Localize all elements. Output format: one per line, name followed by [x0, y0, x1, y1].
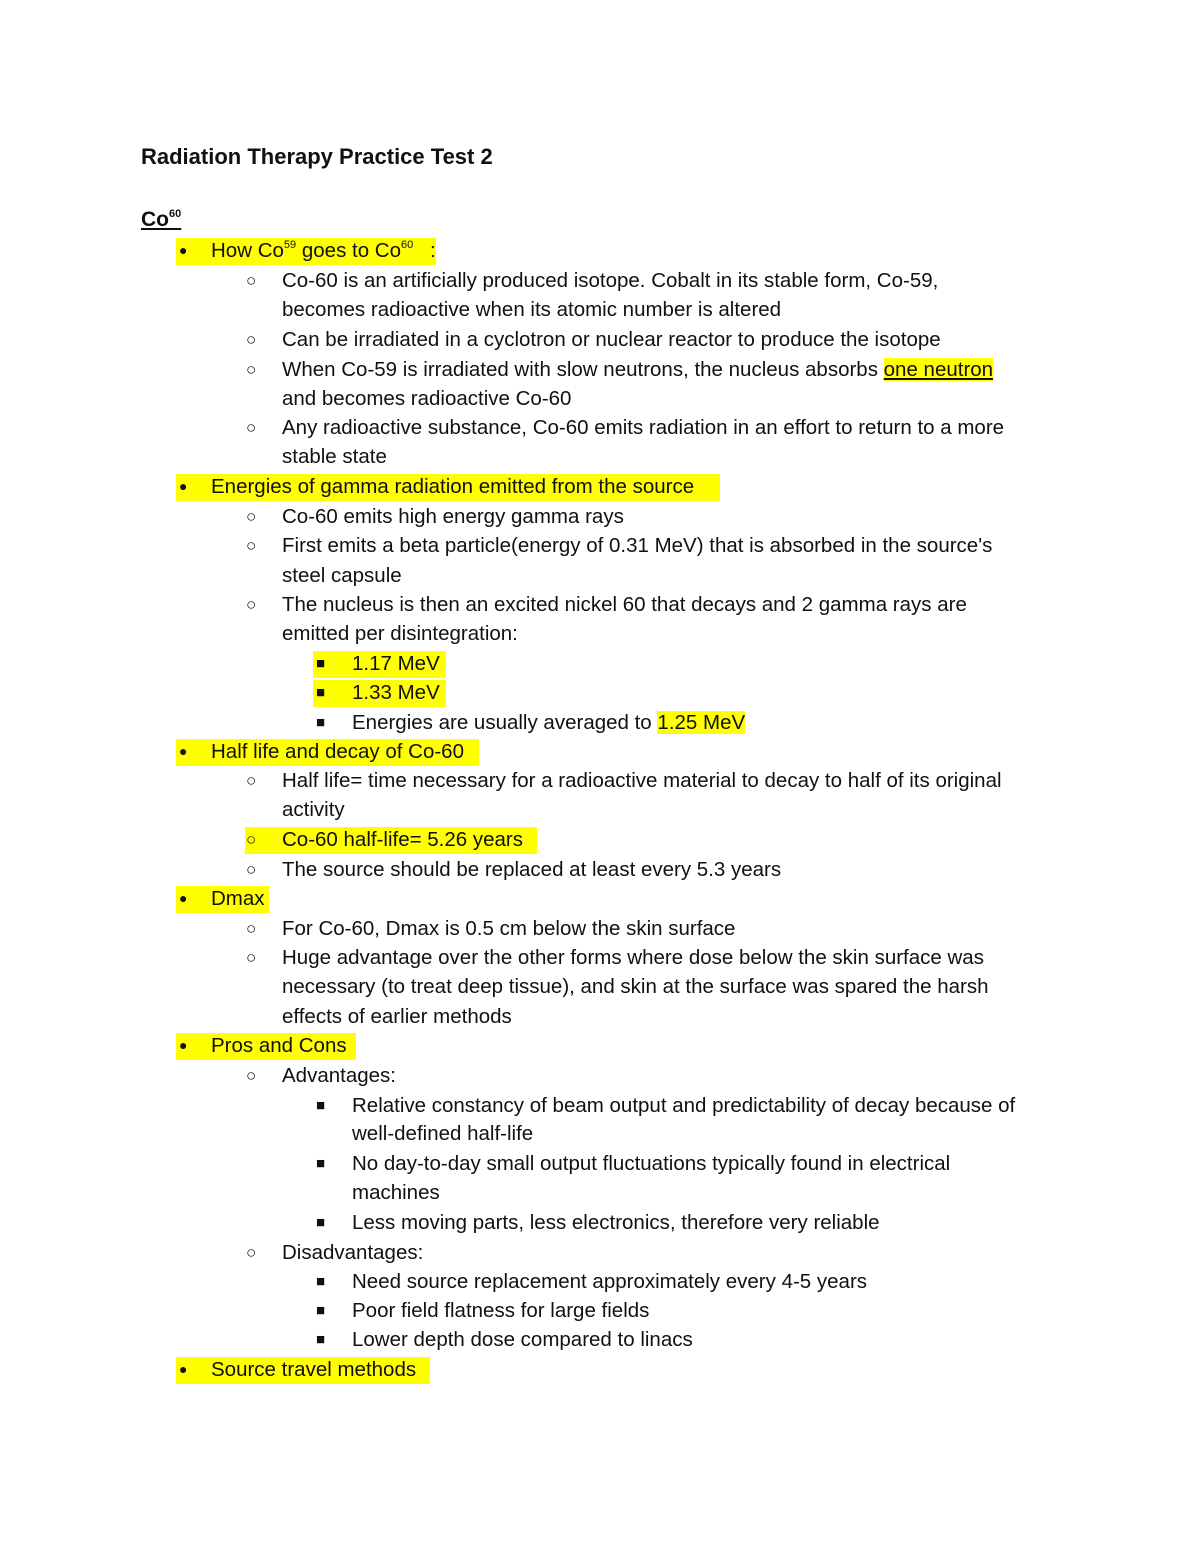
section-heading: [141, 206, 181, 234]
list-item-text: 1.33 MeV: [352, 681, 440, 704]
list-item-text: Any radioactive substance, Co-60 emits radiation in an effort to return to a more: [282, 416, 1005, 439]
h1-a: How Co: [211, 239, 284, 262]
square-bullet-icon: ■: [316, 714, 326, 731]
list-item-text: Huge advantage over the other forms where dose below the skin surface was: [282, 946, 984, 969]
heading-dmax: Dmax: [211, 887, 265, 910]
list-item-text: Co-60 half-life= 5.26 years: [282, 828, 524, 851]
circle-bullet-icon: ○: [246, 330, 257, 349]
list-item-text: Relative constancy of beam output and predictability of decay because of: [352, 1094, 1016, 1117]
square-bullet-icon: ■: [316, 1155, 326, 1172]
list-item-text: First emits a beta particle(energy of 0.31 MeV) that is absorbed in the source's: [282, 534, 993, 557]
page-title: Radiation Therapy Practice Test 2: [141, 144, 493, 169]
heading-co59-to-co60: [211, 238, 413, 263]
square-bullet-icon: ■: [316, 1302, 326, 1319]
circle-bullet-icon: ○: [246, 418, 257, 437]
highlight-one-neutron: one neutron: [883, 358, 994, 381]
list-item-text: Disadvantages:: [282, 1241, 424, 1264]
square-bullet-icon: ■: [316, 1214, 326, 1231]
list-item-text: steel capsule: [282, 564, 402, 587]
list-item-text: machines: [352, 1181, 440, 1204]
list-item-text: Half life= time necessary for a radioactive material to decay to half of its original: [282, 769, 1002, 792]
square-bullet-icon: ■: [316, 1331, 326, 1348]
list-item-text: stable state: [282, 445, 387, 468]
heading-source-travel: Source travel methods: [211, 1358, 417, 1381]
list-item-text: For Co-60, Dmax is 0.5 cm below the skin surface: [282, 917, 736, 940]
list-item-text: and becomes radioactive Co-60: [282, 387, 572, 410]
circle-bullet-icon: ○: [246, 507, 257, 526]
list-item-text: Lower depth dose compared to linacs: [352, 1328, 693, 1351]
e3-3-pre: Energies are usually averaged to: [352, 711, 658, 734]
circle-bullet-icon: ○: [246, 536, 257, 555]
square-bullet-icon: ■: [316, 684, 326, 701]
bullet-icon: ●: [179, 1037, 188, 1053]
list-item-text: necessary (to treat deep tissue), and skin at the surface was spared the harsh: [282, 975, 989, 998]
list-item-text: [282, 357, 993, 382]
bullet-icon: ●: [179, 1361, 188, 1377]
heading-half-life: Half life and decay of Co-60: [211, 740, 464, 763]
circle-bullet-icon: ○: [246, 1243, 257, 1262]
list-item-text: well-defined half-life: [352, 1122, 534, 1145]
circle-bullet-icon: ○: [246, 860, 257, 879]
circle-bullet-icon: ○: [246, 595, 257, 614]
highlight-1-25: 1.25 MeV: [657, 711, 746, 734]
heading-pros-cons: Pros and Cons: [211, 1034, 347, 1057]
circle-bullet-icon: ○: [246, 271, 257, 290]
list-item-text: Poor field flatness for large fields: [352, 1299, 650, 1322]
list-item-text: Co-60 emits high energy gamma rays: [282, 505, 624, 528]
list-item-text: becomes radioactive when its atomic number is altered: [282, 298, 782, 321]
list-item-text: The source should be replaced at least every 5.3 years: [282, 858, 782, 881]
circle-bullet-icon: ○: [246, 948, 257, 967]
circle-bullet-icon: ○: [246, 919, 257, 938]
list-item-text: [352, 710, 745, 735]
section-sup: 60: [169, 208, 182, 220]
list-item-text: activity: [282, 798, 345, 821]
circle-bullet-icon: ○: [246, 1066, 257, 1085]
square-bullet-icon: ■: [316, 1273, 326, 1290]
square-bullet-icon: ■: [316, 655, 326, 672]
h1-sup2: 60: [401, 239, 414, 251]
list-item-text: effects of earlier methods: [282, 1005, 512, 1028]
bullet-icon: ●: [179, 478, 188, 494]
list-item-text: Less moving parts, less electronics, therefore very reliable: [352, 1211, 880, 1234]
circle-bullet-icon: ○: [246, 771, 257, 790]
list-item-text: Advantages:: [282, 1064, 396, 1087]
h1-colon: :: [430, 239, 436, 262]
h1-b: goes to Co: [296, 239, 402, 262]
list-item-text: Need source replacement approximately every 4-5 years: [352, 1270, 868, 1293]
circle-bullet-icon: ○: [246, 830, 257, 849]
heading-energies: Energies of gamma radiation emitted from the source: [211, 475, 695, 498]
bullet-icon: ●: [179, 242, 188, 258]
l3-pre: When Co-59 is irradiated with slow neutrons, the nucleus absorbs: [282, 358, 884, 381]
bullet-icon: ●: [179, 890, 188, 906]
circle-bullet-icon: ○: [246, 360, 257, 379]
bullet-icon: ●: [179, 743, 188, 759]
list-item-text: The nucleus is then an excited nickel 60 that decays and 2 gamma rays are: [282, 593, 967, 616]
list-item-text: Co-60 is an artificially produced isotope. Cobalt in its stable form, Co-59,: [282, 269, 939, 292]
list-item-text: Can be irradiated in a cyclotron or nuclear reactor to produce the isotope: [282, 328, 941, 351]
h1-sup1: 59: [283, 239, 297, 251]
list-item-text: emitted per disintegration:: [282, 622, 518, 645]
list-item-text: 1.17 MeV: [352, 652, 440, 675]
section-base: Co: [141, 208, 169, 231]
list-item-text: No day-to-day small output fluctuations typically found in electrical: [352, 1152, 951, 1175]
square-bullet-icon: ■: [316, 1097, 326, 1114]
